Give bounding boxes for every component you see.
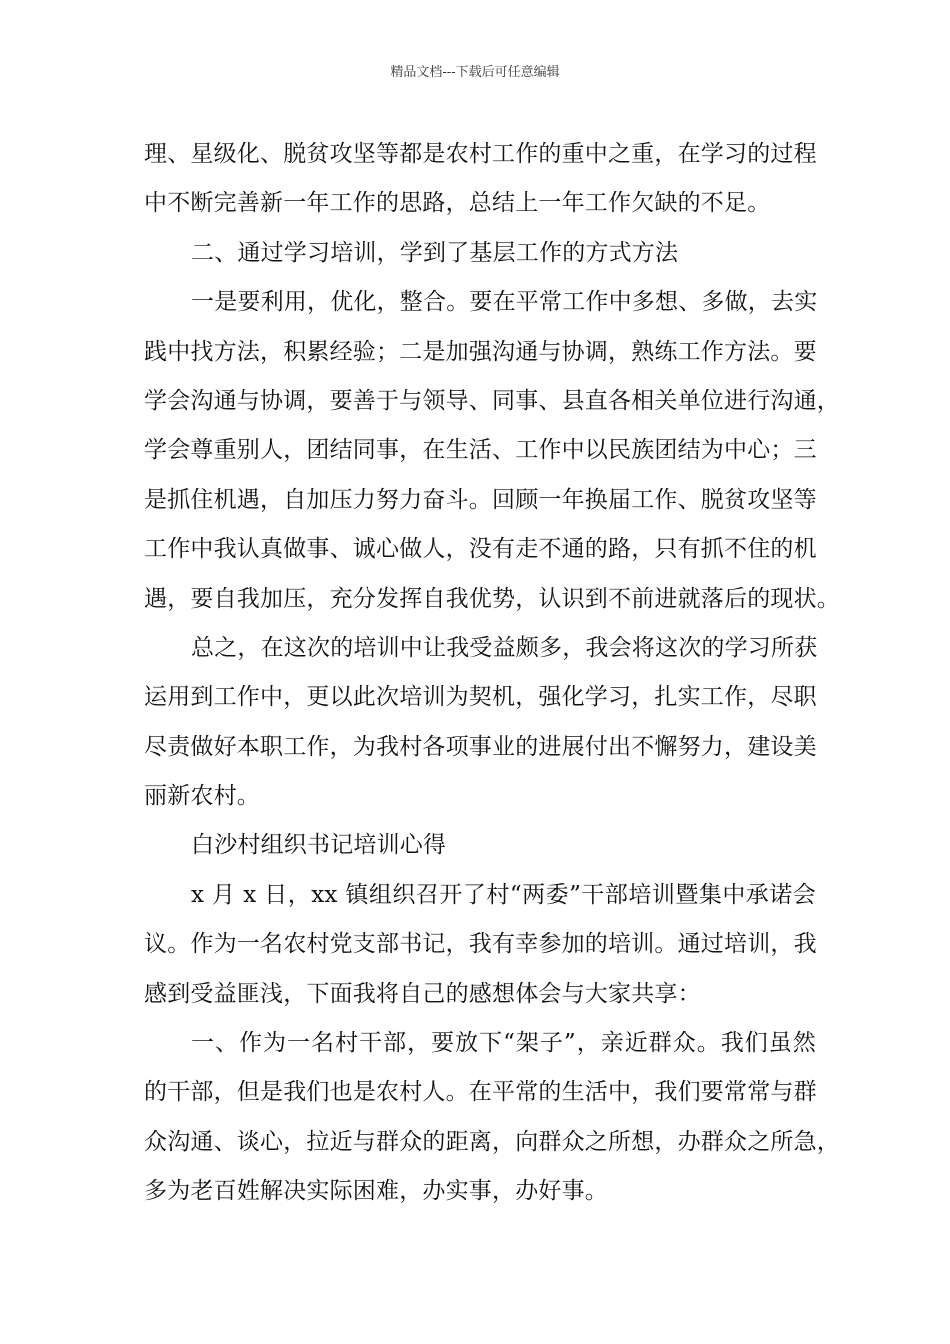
text-line: 一是要利用，优化，整合。要在平常工作中多想、多做，去实 (191, 289, 818, 316)
text-line: 一、作为一名村干部，要放下“架子”，亲近群众。我们虽然 (191, 1030, 816, 1057)
article-title: 白沙村组织书记培训心得 (191, 832, 447, 859)
section-heading: 二、通过学习培训，学到了基层工作的方式方法 (191, 239, 679, 266)
page-header: 精品文档---下载后可任意编辑 (390, 65, 560, 80)
text-line: 理、星级化、脱贫攻坚等都是农村工作的重中之重，在学习的过程 (144, 141, 817, 167)
document-body (144, 130, 840, 1217)
text-line: 议。作为一名农村党支部书记，我有幸参加的培训。通过培训，我 (144, 931, 817, 958)
text-line: x 月 x 日，xx 镇组织召开了村“两委”干部培训暨集中承诺会 (191, 881, 816, 908)
text-line: 遇，要自我加压，充分发挥自我优势，认识到不前进就落后的现状。 (144, 585, 840, 612)
text-line: 学会沟通与协调，要善于与领导、同事、县直各相关单位进行沟通， (144, 387, 840, 414)
text-line: 工作中我认真做事、诚心做人，没有走不通的路，只有抓不住的机 (144, 536, 817, 563)
text-line: 践中找方法，积累经验；二是加强沟通与协调，熟练工作方法。要 (144, 338, 817, 365)
text-line: 总之，在这次的培训中让我受益颇多，我会将这次的学习所获 (191, 634, 818, 661)
text-line: 众沟通、谈心，拉近与群众的距离，向群众之所想，办群众之所急， (144, 1128, 840, 1155)
text-line: 的干部，但是我们也是农村人。在平常的生活中，我们要常常与群 (144, 1079, 817, 1106)
text-line: 尽责做好本职工作，为我村各项事业的进展付出不懈努力，建设美 (144, 733, 817, 760)
text-line: 是抓住机遇，自加压力努力奋斗。回顾一年换届工作、脱贫攻坚等 (144, 486, 817, 513)
text-line: 运用到工作中，更以此次培训为契机，强化学习，扎实工作，尽职 (144, 684, 817, 711)
text-line: 丽新农村。 (144, 783, 260, 810)
text-line: 中不断完善新一年工作的思路，总结上一年工作欠缺的不足。 (144, 190, 771, 217)
text-line: 感到受益匪浅，下面我将自己的感想体会与大家共享： (144, 980, 701, 1007)
text-line: 学会尊重别人，团结同事，在生活、工作中以民族团结为中心；三 (144, 437, 817, 464)
text-line: 多为老百姓解决实际困难，办实事，办好事。 (144, 1178, 608, 1205)
